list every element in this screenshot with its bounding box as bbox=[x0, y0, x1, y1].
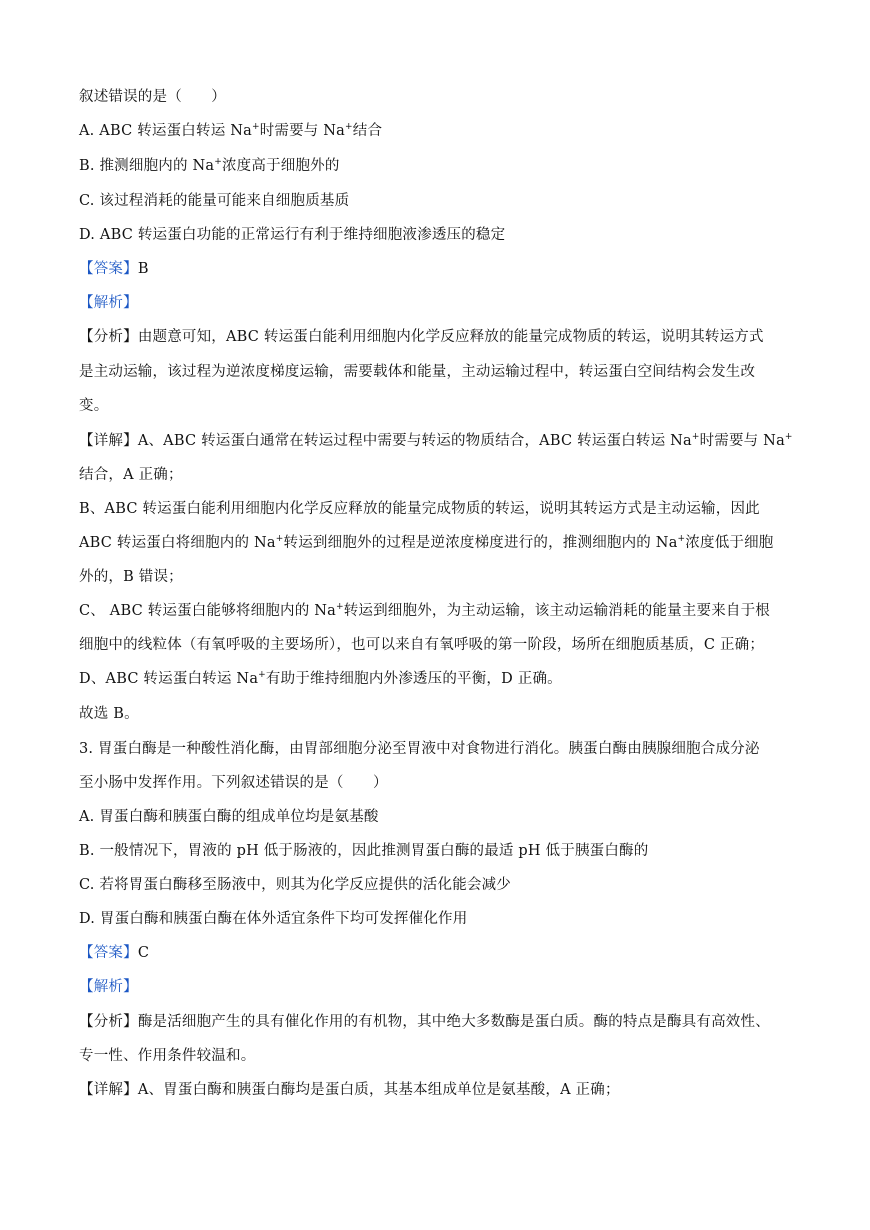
q2-xiangjie-a-line-2: 结合，A 正确； bbox=[79, 467, 183, 483]
q3-option-a: A. 胃蛋白酶和胰蛋白酶的组成单位均是氨基酸 bbox=[79, 809, 379, 825]
q3-option-b: B. 一般情况下，胃液的 pH 低于肠液的，因此推测胃蛋白酶的最适 pH 低于胰蛋白酶的 bbox=[79, 843, 649, 859]
q2-option-d: D. ABC 转运蛋白功能的正常运行有利于维持细胞液渗透压的稳定 bbox=[79, 227, 506, 243]
q2-option-b: B. 推测细胞内的 Na+浓度高于细胞外的 bbox=[79, 157, 340, 174]
q3-option-d: D. 胃蛋白酶和胰蛋白酶在体外适宜条件下均可发挥催化作用 bbox=[79, 911, 468, 927]
q2-xiangjie-a-line-1: 【详解】A、ABC 转运蛋白通常在转运过程中需要与转运的物质结合，ABC 转运蛋白转运 Na+时需要与 Na+ bbox=[79, 432, 793, 449]
q3-analysis-heading: 【解析】 bbox=[79, 979, 138, 995]
q2-option-c: C. 该过程消耗的能量可能来自细胞质基质 bbox=[79, 193, 350, 209]
q2-fenxi-line-3: 变。 bbox=[79, 398, 109, 414]
q2-stem-tail: 叙述错误的是（ ） bbox=[79, 89, 226, 105]
q2-xiangjie-b-line-3: 外的，B 错误； bbox=[79, 569, 183, 585]
q3-answer: 【答案】C bbox=[79, 945, 150, 961]
q2-xiangjie-c-line-2: 细胞中的线粒体（有氧呼吸的主要场所），也可以来自有氧呼吸的第一阶段，场所在细胞质基质，C 正确； bbox=[79, 637, 765, 653]
q2-xiangjie-c-line-1: C、 ABC 转运蛋白能够将细胞内的 Na+转运到细胞外，为主动运输，该主动运输消耗的能量主要来自于根 bbox=[79, 602, 771, 619]
q2-xiangjie-b-line-2: ABC 转运蛋白将细胞内的 Na+转运到细胞外的过程是逆浓度梯度进行的，推测细胞内的 Na+浓度低于细胞 bbox=[79, 534, 774, 551]
q2-xiangjie-d-line-1: D、ABC 转运蛋白转运 Na+有助于维持细胞内外渗透压的平衡，D 正确。 bbox=[79, 670, 562, 687]
q2-xiangjie-b-line-1: B、ABC 转运蛋白能利用细胞内化学反应释放的能量完成物质的转运，说明其转运方式是主动运输，因此 bbox=[79, 501, 760, 517]
q2-analysis-heading: 【解析】 bbox=[79, 295, 138, 311]
q3-stem-line-1: 3. 胃蛋白酶是一种酸性消化酶，由胃部细胞分泌至胃液中对食物进行消化。胰蛋白酶由胰腺细胞合成分泌 bbox=[79, 741, 760, 757]
q3-xiangjie-a-line-1: 【详解】A、胃蛋白酶和胰蛋白酶均是蛋白质，其基本组成单位是氨基酸，A 正确； bbox=[79, 1082, 620, 1098]
q2-option-a: A. ABC 转运蛋白转运 Na+时需要与 Na+结合 bbox=[79, 122, 383, 139]
q3-fenxi-line-1: 【分析】酶是活细胞产生的具有催化作用的有机物，其中绝大多数酶是蛋白质。酶的特点是酶具有高效性、 bbox=[79, 1014, 770, 1030]
q2-fenxi-line-1: 【分析】由题意可知，ABC 转运蛋白能利用细胞内化学反应释放的能量完成物质的转运，说明其转运方式 bbox=[79, 329, 764, 345]
q3-stem-line-2: 至小肠中发挥作用。下列叙述错误的是（ ） bbox=[79, 775, 388, 791]
q2-answer: 【答案】B bbox=[79, 261, 149, 277]
q2-choose: 故选 B。 bbox=[79, 706, 139, 722]
q2-fenxi-line-2: 是主动运输，该过程为逆浓度梯度运输，需要载体和能量，主动运输过程中，转运蛋白空间结构会发生改 bbox=[79, 364, 756, 380]
q3-fenxi-line-2: 专一性、作用条件较温和。 bbox=[79, 1048, 256, 1064]
q3-option-c: C. 若将胃蛋白酶移至肠液中，则其为化学反应提供的活化能会减少 bbox=[79, 877, 511, 893]
